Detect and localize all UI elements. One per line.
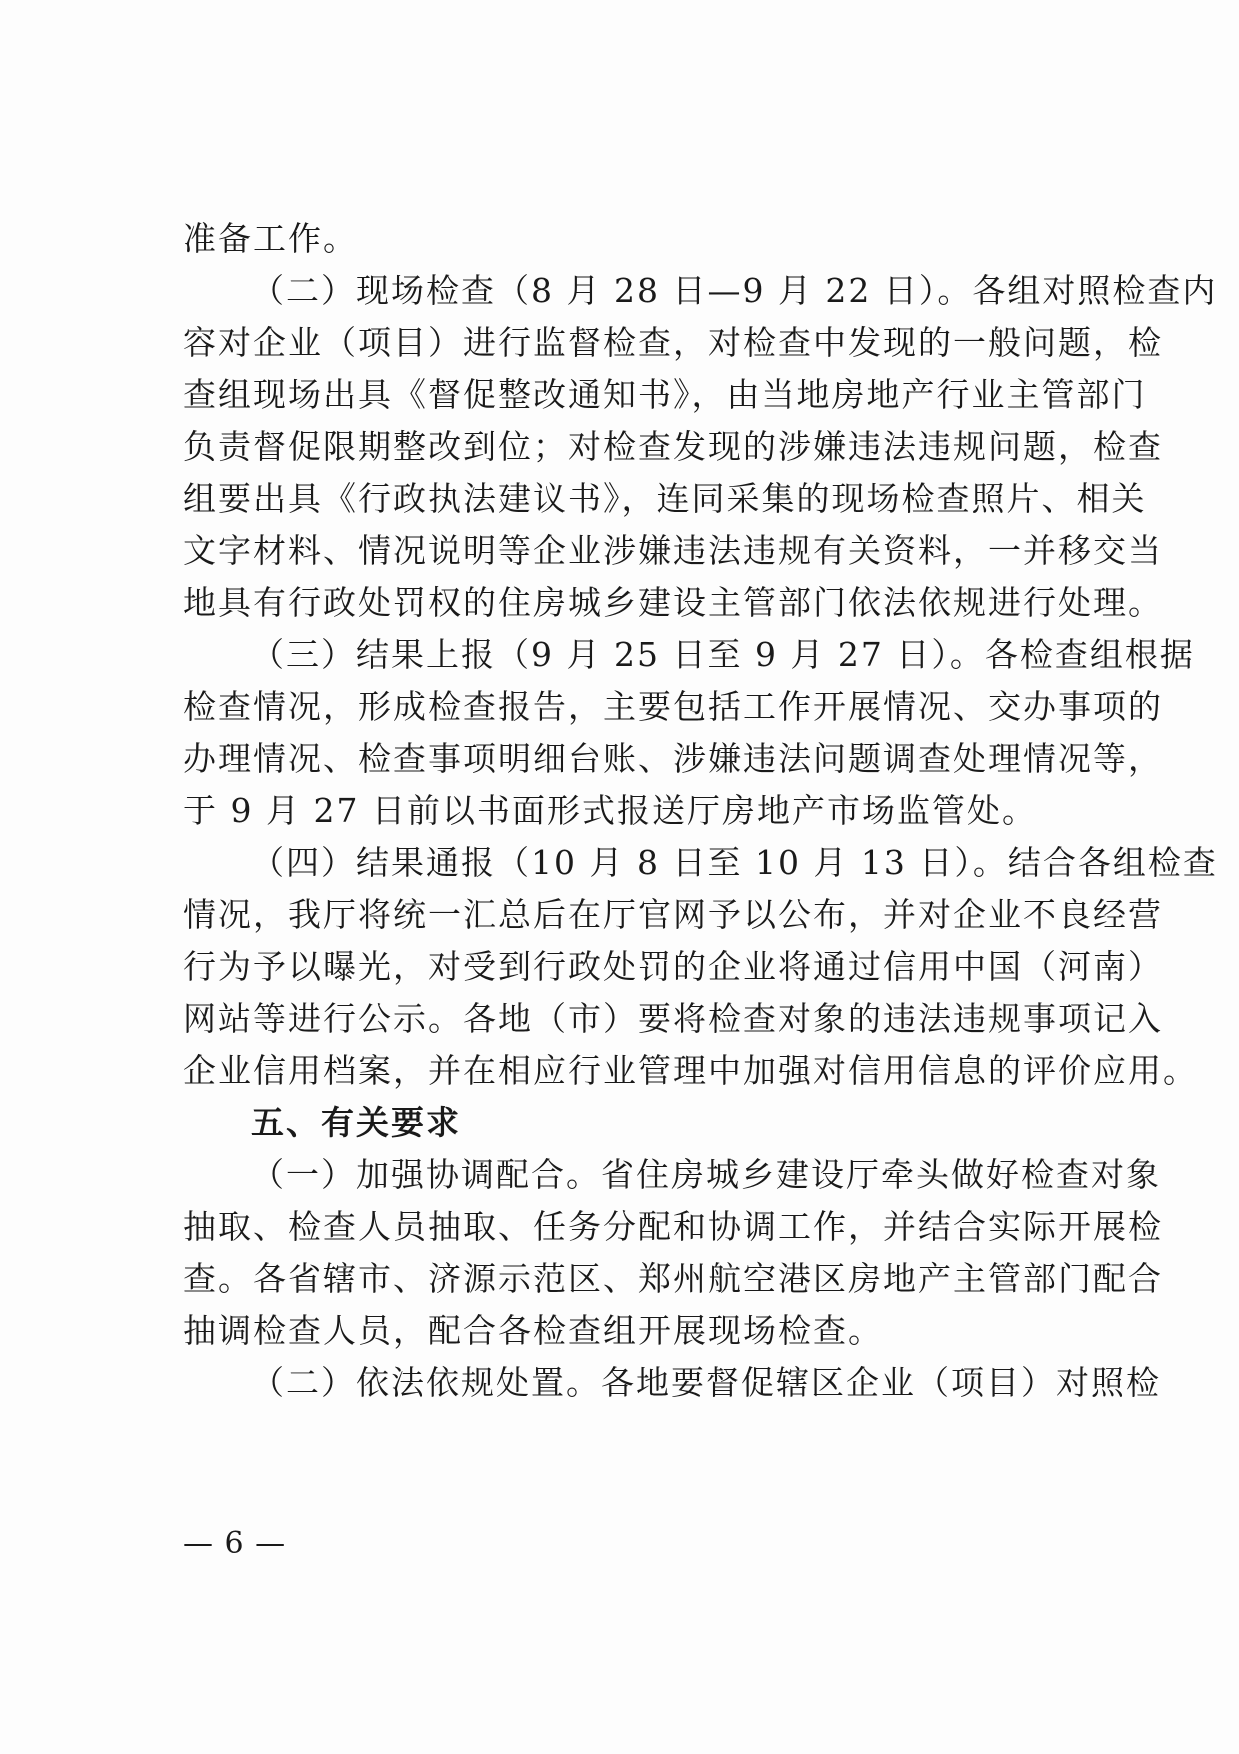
paragraph-line: 抽取、检查人员抽取、任务分配和协调工作，并结合实际开展检: [183, 1207, 1163, 1246]
paragraph-line: 企业信用档案，并在相应行业管理中加强对信用信息的评价应用。: [183, 1051, 1198, 1090]
section-heading-line: （二）现场检查（8 月 28 日—9 月 22 日）。各组对照检查内: [251, 271, 1218, 310]
paragraph-line: 情况，我厅将统一汇总后在厅官网予以公布，并对企业不良经营: [183, 895, 1163, 934]
paragraph-line: 组要出具《行政执法建议书》，连同采集的现场检查照片、相关: [183, 479, 1147, 518]
paragraph-line: 查。各省辖市、济源示范区、郑州航空港区房地产主管部门配合: [183, 1259, 1163, 1298]
section-heading-line: （四）结果通报（10 月 8 日至 10 月 13 日）。结合各组检查: [251, 843, 1218, 882]
paragraph-line: 地具有行政处罚权的住房城乡建设主管部门依法依规进行处理。: [183, 583, 1163, 622]
page-number: — 6 —: [183, 1526, 287, 1561]
paragraph-line: 办理情况、检查事项明细台账、涉嫌违法问题调查处理情况等，: [183, 739, 1163, 778]
paragraph-line: 文字材料、情况说明等企业涉嫌违法违规有关资料，一并移交当: [183, 531, 1163, 570]
section-heading-line: （二）依法依规处置。各地要督促辖区企业（项目）对照检: [251, 1363, 1161, 1402]
paragraph-line: 于 9 月 27 日前以书面形式报送厅房地产市场监管处。: [183, 791, 1037, 830]
paragraph-line: 容对企业（项目）进行监督检查，对检查中发现的一般问题，检: [183, 323, 1163, 362]
section-heading-line: （三）结果上报（9 月 25 日至 9 月 27 日）。各检查组根据: [251, 635, 1195, 674]
section-title: 五、有关要求: [251, 1103, 461, 1142]
paragraph-line: 行为予以曝光，对受到行政处罚的企业将通过信用中国（河南）: [183, 947, 1163, 986]
paragraph-line: 准备工作。: [183, 219, 358, 258]
paragraph-line: 负责督促限期整改到位；对检查发现的涉嫌违法违规问题，检查: [183, 427, 1163, 466]
paragraph-line: 检查情况，形成检查报告，主要包括工作开展情况、交办事项的: [183, 687, 1163, 726]
paragraph-line: 查组现场出具《督促整改通知书》，由当地房地产行业主管部门: [183, 375, 1147, 414]
paragraph-line: 抽调检查人员，配合各检查组开展现场检查。: [183, 1311, 883, 1350]
paragraph-line: 网站等进行公示。各地（市）要将检查对象的违法违规事项记入: [183, 999, 1163, 1038]
section-heading-line: （一）加强协调配合。省住房城乡建设厅牵头做好检查对象: [251, 1155, 1161, 1194]
